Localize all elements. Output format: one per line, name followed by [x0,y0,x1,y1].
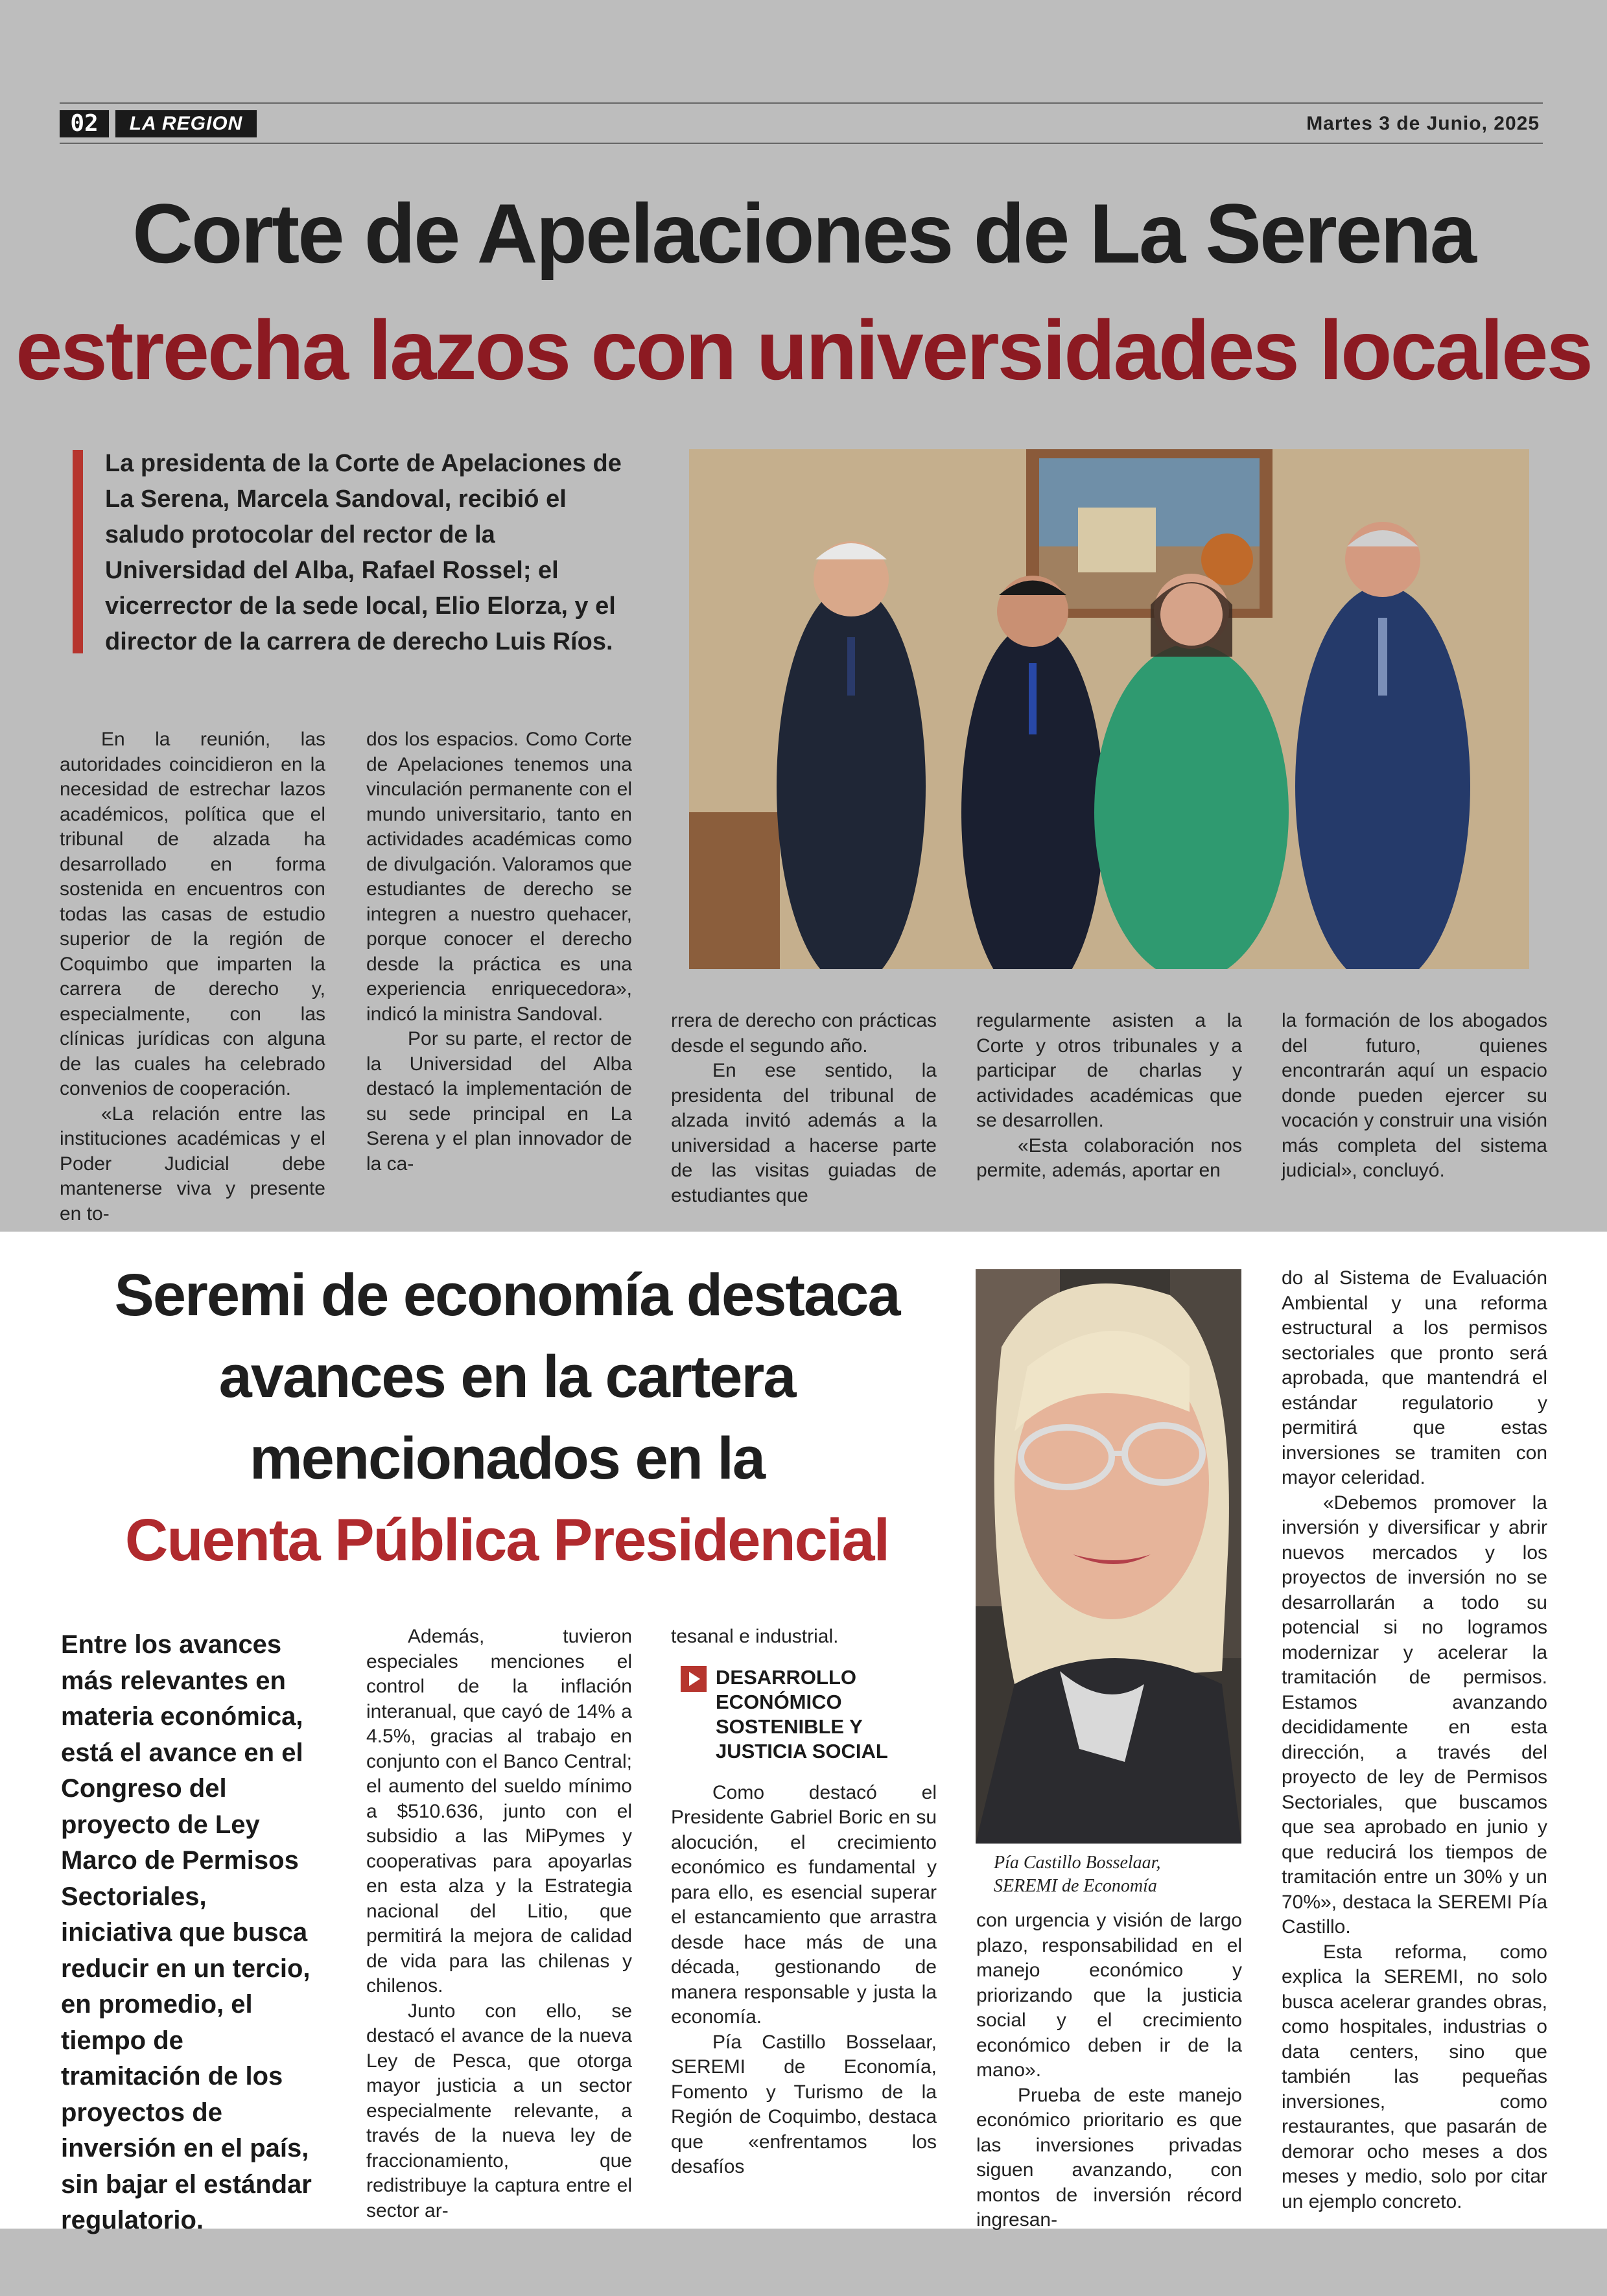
publication-logo: LA REGION [115,110,257,137]
article1-col1-paragraph-2: «La relación entre las instituciones académicas y el Poder Judicial debe mantenerse viva y presente en to- [60,1103,325,1224]
caption-name: Pía Castillo Bosselaar, [994,1853,1161,1873]
article2-title-line1: Seremi de economía destaca [114,1262,900,1328]
header-rule-top [60,102,1543,104]
article1-column-5 [1282,1009,1547,1184]
article1-title-line1: Corte de Apelaciones de La Serena [132,186,1475,281]
article2-column-2 [366,1624,632,2223]
bottom-band [0,2229,1607,2296]
article2-col2-paragraph-2: Junto con ello, se destacó el avance de la nueva Ley de Pesca, que otorga mayor justicia a un sector especialmente relevante, a través de la nueva ley de fraccionamiento, que redistribuye la captura entre el sector ar- [366,2000,632,2221]
article1-col5-paragraph-1: la formación de los abogados del futuro, quienes encontrarán aquí un espacio donde pueden ejercer su vocación y construir una visión más completa del sistema judicial», concluyó. [1282,1010,1547,1181]
article2-portrait [976,1269,1241,1844]
article2-col2-paragraph-1: Además, tuvieron especiales menciones el control de la inflación interanual, que cayó de 14% a 4.5%, gracias al trabajo en conjunto con el Banco Central; el aumento del sueldo mínimo a $510.636, junto con el subsidio a las MiPymes y cooperativas para apoyarlas en esta alza y la Estrategia nacional del Litio, que permitirá la mejora de calidad de vida para las chilenas y chilenos. [366,1626,632,1997]
article2-col4-paragraph-2: Prueba de este manejo económico prioritario es que las inversiones privadas siguen avanzando, con montos de inversión récord ingresan- [976,2084,1242,2231]
article2-col5-paragraph-1: do al Sistema de Evaluación Ambiental y una reforma estructural a los permisos sectoriales que pronto será aprobada, que mantendrá el estándar regulatorio y permitirá que estas inversiones se tramiten con mayor celeridad. [1282,1267,1547,1488]
caption-role: SEREMI de Economía [994,1876,1157,1896]
article1-lead: La presidenta de la Corte de Apelaciones de La Serena, Marcela Sandoval, recibió el saludo protocolar del rector de la Universidad del Alba, Rafael Rossel; el vicerrector de la sede local, Elio Elorza, y el director de la carrera de derecho Luis Ríos. [105,450,622,655]
article1-col2-paragraph-1: dos los espacios. Como Corte de Apelaciones tenemos una vinculación permanente con el mundo universitario, tanto en actividades académicas como de divulgación. Valoramos que estudiantes de derecho se integren a nuestro quehacer, porque conocer el derecho desde la práctica es una experiencia enriquecedora», indicó la ministra Sandoval. [366,729,632,1025]
article2-column-3 [671,1624,937,2180]
article2-col5-paragraph-3: Esta reforma, como explica la SEREMI, no solo busca acelerar grandes obras, como hospitales, industrias o data centers, sino que también las pequeñas inversiones, como restaurantes, que pasarán de demorar ocho meses a dos meses y medio, solo por citar un ejemplo concreto. [1282,1941,1547,2212]
article1-col2-paragraph-2: Por su parte, el rector de la Universidad del Alba destacó la implementación de su sede principal en La Serena y el plan innovador de la ca- [366,1028,632,1175]
article1-col1-paragraph-1: En la reunión, las autoridades coincidieron en la necesidad de estrechar lazos académicos, política que el tribunal de alzada ha desarrollado en forma sostenida en encuentros con todas las casas de estudio superior de la región de Coquimbo que imparten la carrera de derecho y, especialmente, con las clínicas jurídicas con alguna de las cuales ha celebrado convenios de cooperación. [60,729,325,1099]
article1-col3-paragraph-2: En ese sentido, la presidenta del tribunal de alzada invitó además a la universidad a hacerse parte de las visitas guiadas de estudiantes que [671,1060,937,1206]
article1-col4-paragraph-1: regularmente asisten a la Corte y otros tribunales y a participar de charlas y actividades académicas que se desarrollen. [976,1010,1242,1131]
article2-title-line4: Cuenta Pública Presidencial [124,1507,889,1573]
article1-col4-paragraph-2: «Esta colaboración nos permite, además, aportar en [976,1134,1242,1181]
article2-column-4 [976,1908,1242,2233]
article2-col3-paragraph-0: tesanal e industrial. [671,1626,839,1647]
article1-column-1 [60,727,325,1226]
portrait-illustration [976,1269,1241,1844]
header-rule-bottom [60,143,1543,144]
article2-col3-paragraph-1: Como destacó el Presidente Gabriel Boric en su alocución, el crecimiento económico es fundamental y para ello, es esencial superar el estancamiento que arrastra desde hace más de una década, gestionando de manera responsable y justa la economía. [671,1781,937,2028]
article1-title-line2: estrecha lazos con universidades locales [16,303,1591,397]
article2-col3-paragraph-2: Pía Castillo Bosselaar, SEREMI de Economía, Fomento y Turismo de la Región de Coquimbo, destaca que «enfrentamos los desafíos [671,2031,937,2177]
lead-accent-bar [73,450,83,653]
article2-title-line2: avances en la cartera [218,1344,795,1410]
issue-date: Martes 3 de Junio, 2025 [1306,113,1540,134]
article2-subheading: DESARROLLO ECONÓMICO SOSTENIBLE Y JUSTICIA SOCIAL [716,1665,888,1763]
article1-photo [689,449,1529,969]
article2-title-line3: mencionados en la [249,1425,765,1492]
article2-lead: Entre los avances más relevantes en materia económica, está el avance en el Congreso del proyecto de Ley Marco de Permisos Sectoriales, iniciativa que busca reducir en un tercio, en promedio, el tiempo de tramitación de los proyectos de inversión en el país, sin bajar el estándar regulatorio. [61,1630,312,2234]
page-number: 02 [60,110,109,137]
article1-column-2 [366,727,632,1177]
article2-col4-paragraph-1: con urgencia y visión de largo plazo, responsabilidad en el manejo económico y priorizando que la justicia social y el crecimiento económico deben ir de la mano». [976,1910,1242,2081]
article1-column-3 [671,1009,937,1208]
article2-col5-paragraph-2: «Debemos promover la inversión y diversificar y abrir nuevos mercados y los proyectos de inversión no se desarrollarán a todo su potencial si no logramos modernizar y acelerar la tramitación de permisos. Estamos avanzando decididamente en esta dirección, a través del proyecto de ley de Permisos Sectoriales, que buscamos que sea aprobado en junio y que reducirá los tiempos de tramitación entre un 30% y un 70%», destaca la SEREMI Pía Castillo. [1282,1492,1547,1938]
play-arrow-icon [681,1666,707,1692]
article2-column-5 [1282,1266,1547,2214]
portrait-caption [994,1851,1240,1898]
article1-column-4 [976,1009,1242,1184]
subheading-block [681,1665,937,1764]
group-photo-illustration [689,449,1529,969]
article1-col3-paragraph-1: rrera de derecho con prácticas desde el segundo año. [671,1010,937,1057]
